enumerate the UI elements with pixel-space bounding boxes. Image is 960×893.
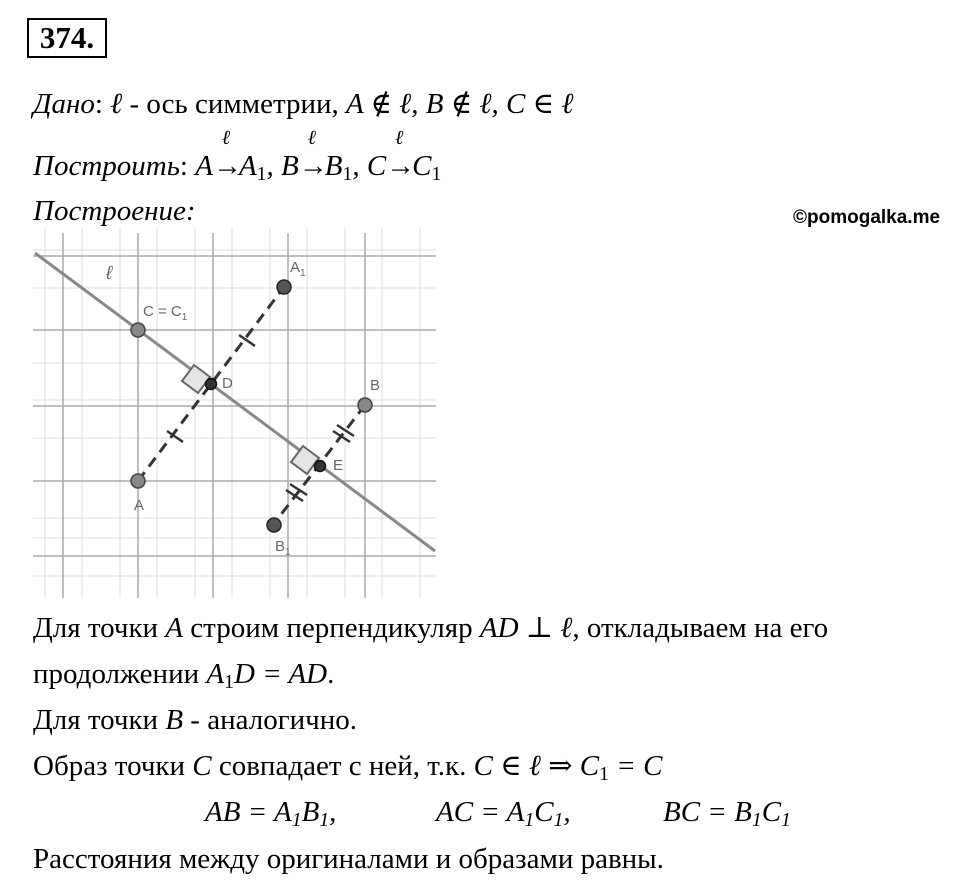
given-formula: A ∉ ℓ, B ∉ ℓ, C ∈ ℓ <box>346 88 574 120</box>
construct-b1: B <box>324 150 343 182</box>
construct-colon: : <box>179 150 188 182</box>
point-a <box>131 474 145 488</box>
equality-bc: BC = $B_1C_1$ <box>663 796 791 831</box>
label-d: D <box>222 375 233 392</box>
explanation-line-4: Образ точки C совпадает с ней, т.к. C ∈ ℓ ⇒ $C_1 = C$ <box>33 750 663 785</box>
label-e: E <box>333 457 344 474</box>
label-c: $C = C_1$ <box>143 303 188 323</box>
label-a1: $A_1$ <box>290 259 306 279</box>
construct-label: Построить <box>33 150 180 182</box>
problem-number: 374. <box>27 18 107 58</box>
given-ell: ℓ <box>110 88 123 120</box>
point-a1 <box>277 280 291 294</box>
label-a: A <box>134 497 145 514</box>
construct-a: A <box>195 150 213 182</box>
explanation-line-2: продолжении $A_1D$ = AD. <box>33 658 335 693</box>
explanation-line-1: Для точки A строим перпендикуляр AD ⊥ ℓ, откладываем на его <box>33 612 829 644</box>
construct-a1: A <box>238 150 257 182</box>
point-e <box>315 461 326 472</box>
map-arrow-c: ℓ → <box>386 127 416 182</box>
explanation-line-3: Для точки B - аналогично. <box>33 704 357 736</box>
map-label-b: ℓ <box>307 127 316 149</box>
symmetry-axis-line <box>35 253 435 551</box>
given-line <box>33 86 573 122</box>
point-b <box>358 398 372 412</box>
construct-c: C <box>366 150 387 182</box>
construction-label: Построение: <box>33 195 196 227</box>
map-label-c: ℓ <box>394 127 404 149</box>
given-text: - ось симметрии, <box>122 88 347 120</box>
construct-line: Построить: A ℓ $\to A_1$, B ℓ $\to B_1$, C ℓ $\to C_1$ <box>33 127 442 185</box>
axis-label: ℓ <box>106 263 113 284</box>
point-d <box>206 379 217 390</box>
given-colon: : <box>94 88 103 120</box>
given-label: Дано <box>33 88 95 120</box>
watermark: ©pomogalka.me <box>793 207 941 228</box>
label-b: B <box>370 377 381 394</box>
construct-b: B <box>281 150 299 182</box>
equality-ab: AB = $A_1B_1$, <box>205 796 337 831</box>
construction-figure <box>0 228 460 598</box>
construct-c1: C <box>412 150 432 182</box>
equality-ac: AC = $A_1C_1$, <box>436 796 571 831</box>
label-b1: $B_1$ <box>275 538 291 558</box>
point-c <box>131 323 145 337</box>
map-arrow-a: ℓ → <box>212 127 242 182</box>
conclusion-line: Расстояния между оригиналами и образами равны. <box>33 843 664 875</box>
map-label-a: ℓ <box>221 127 231 149</box>
point-b1 <box>267 518 281 532</box>
map-arrow-b: ℓ → <box>298 127 328 182</box>
